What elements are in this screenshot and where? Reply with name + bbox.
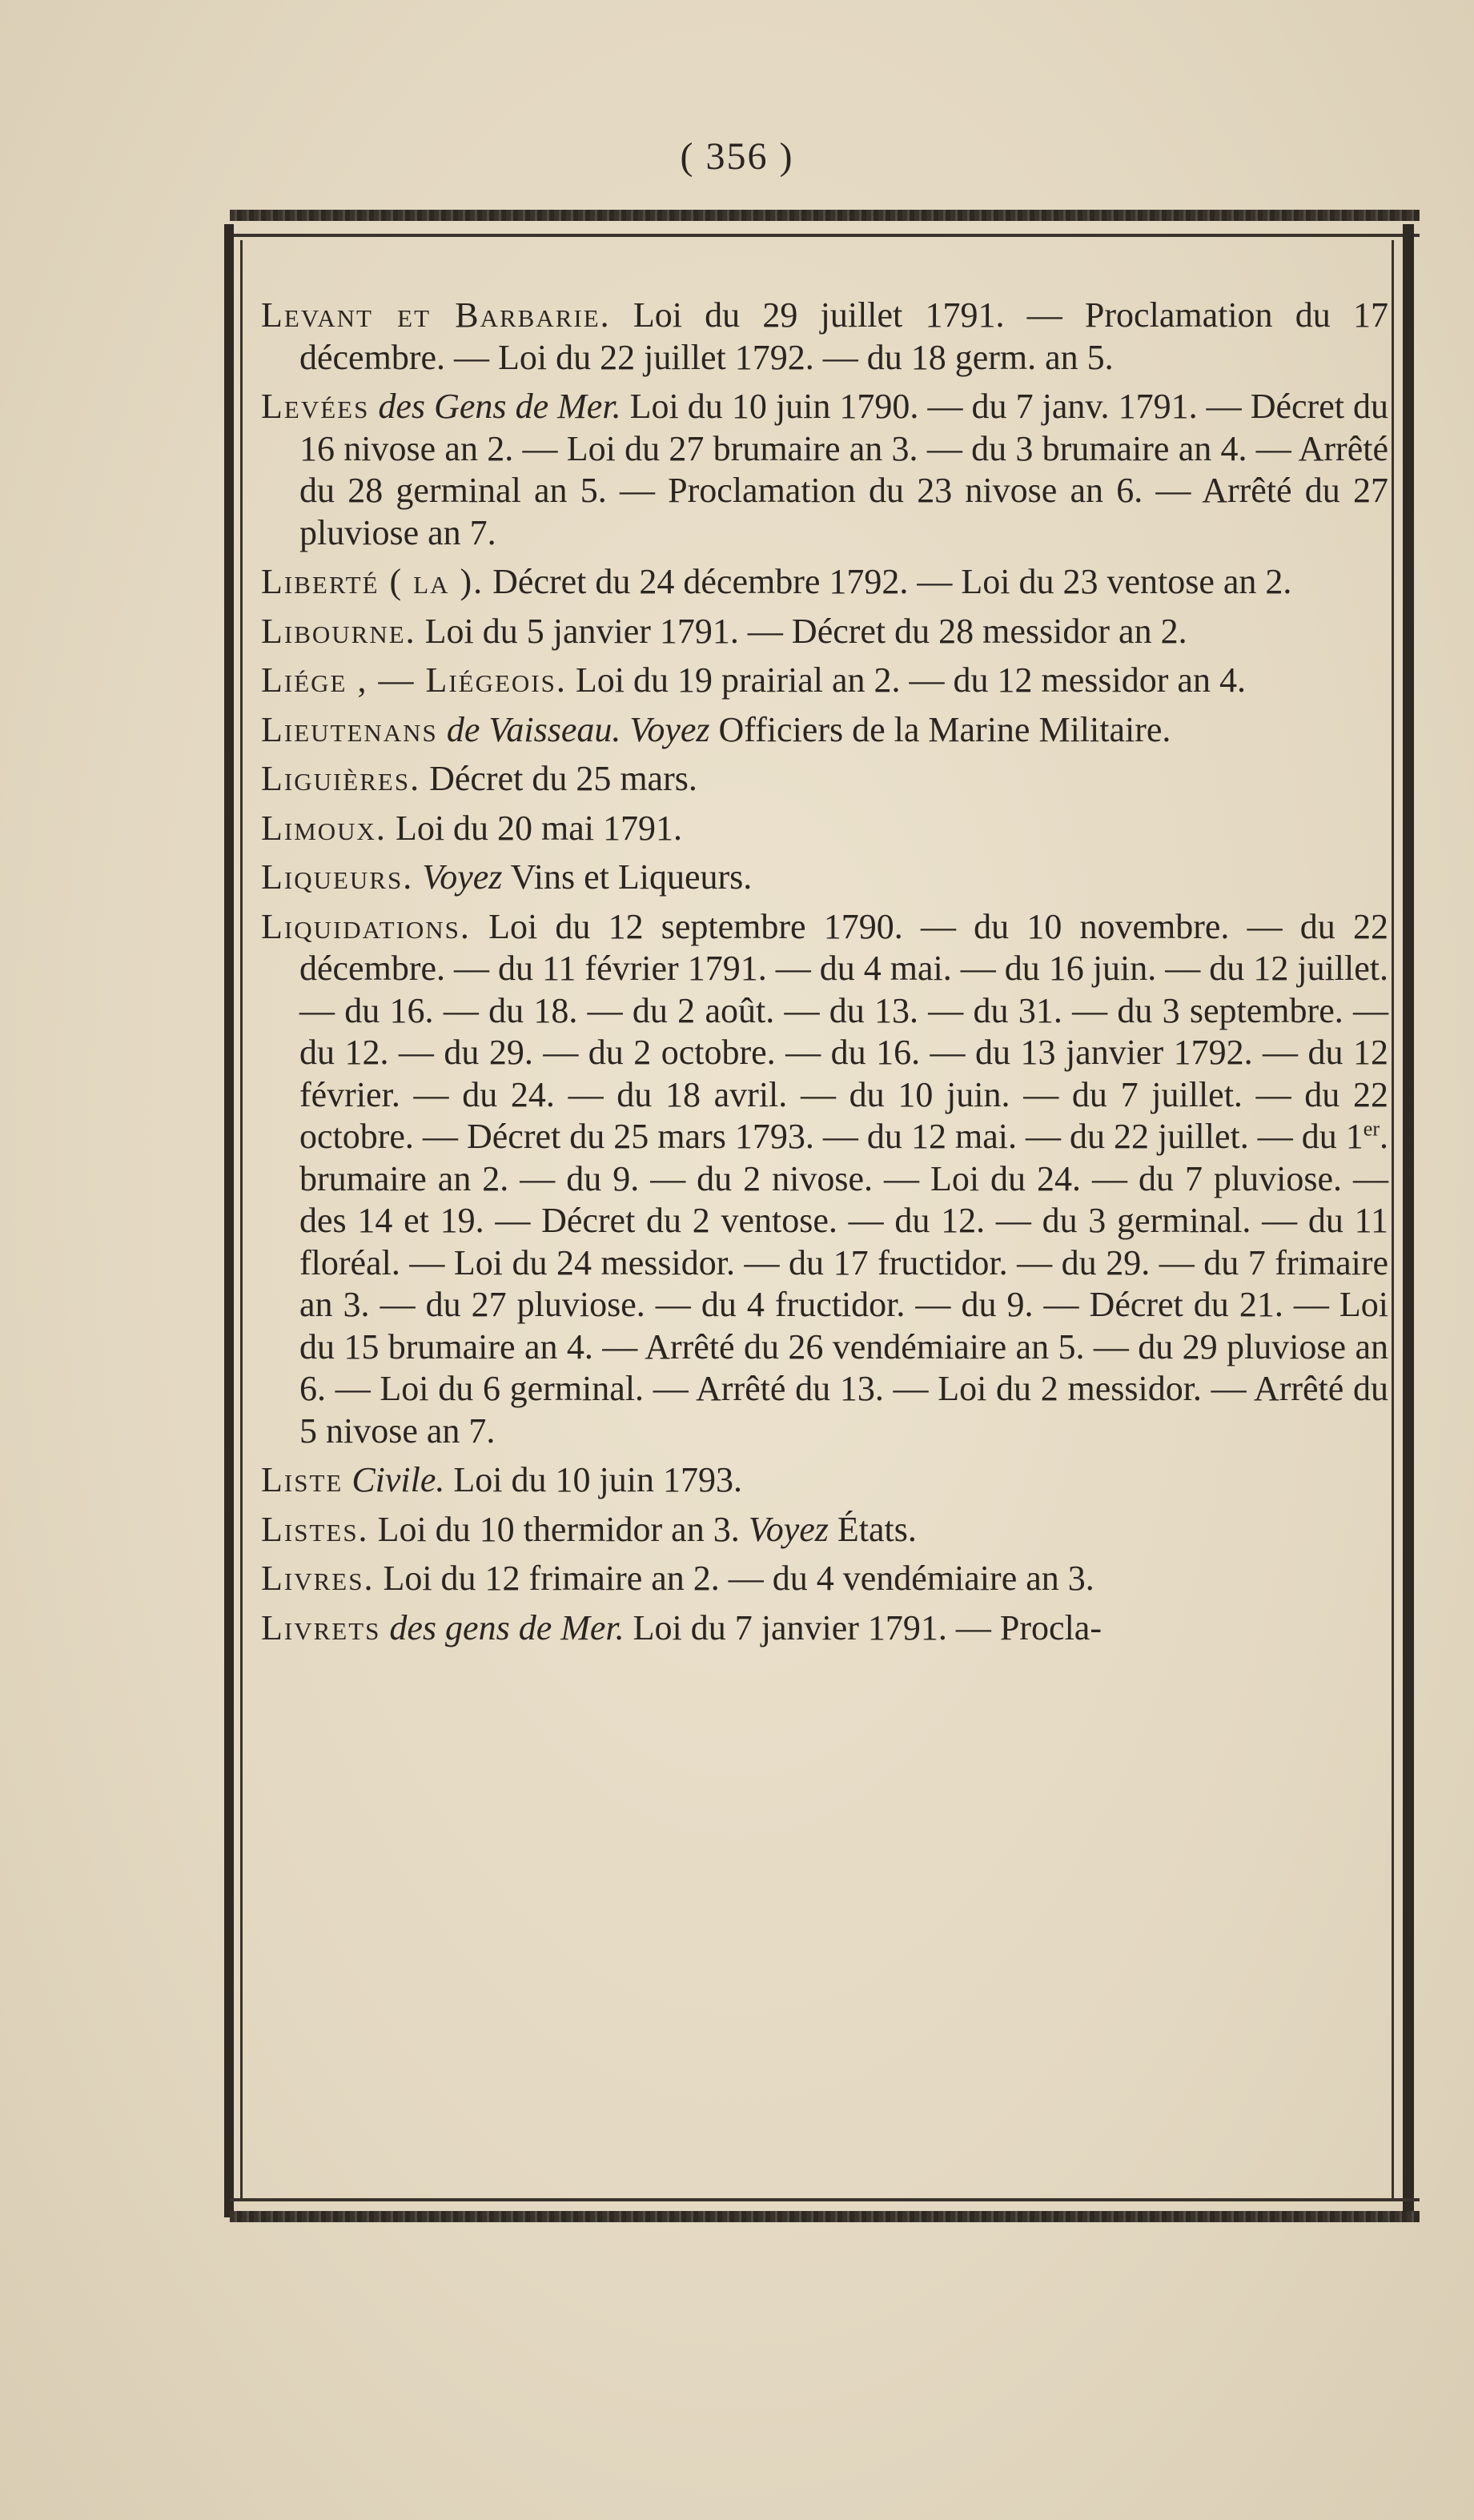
entry-heading: Lieutenans bbox=[261, 709, 438, 749]
entry-text: Officiers de la Marine Militaire. bbox=[709, 709, 1171, 749]
left-frame-inner-border bbox=[240, 240, 243, 2201]
index-entry bbox=[261, 611, 1388, 653]
entry-italic-text: des Gens de Mer. bbox=[369, 387, 621, 426]
entry-heading: Liguières. bbox=[261, 759, 421, 798]
index-entry bbox=[261, 1459, 1388, 1502]
index-entries bbox=[261, 295, 1388, 1656]
right-frame-inner-border bbox=[1392, 240, 1394, 2201]
index-entry bbox=[261, 1509, 1388, 1551]
index-entry bbox=[261, 660, 1388, 702]
entry-text: Loi du 19 prairial an 2. — du 12 messidor an 4. bbox=[566, 660, 1246, 700]
entry-text: Loi du 10 thermidor an 3. bbox=[368, 1509, 740, 1549]
entry-text: Loi du 10 juin 1793. bbox=[444, 1460, 742, 1499]
index-entry bbox=[261, 857, 1388, 899]
top-ornamental-rule bbox=[230, 210, 1420, 221]
bottom-ornamental-rule bbox=[230, 2211, 1420, 2222]
entry-text: Loi du 12 septembre 1790. — du 10 novembre. — du 22 décembre. — du 11 février 1791. — du 4 mai. — du 16 juin. — du 12 juillet. — du 16. — du 18. — du 2 août. — du 13. — du 31. — du 3 septembre. — du 12. — du 29. — du 2 octobre. — du 16. — du 13 janvier 1792. — du 12 février. — du 24. — du 18 avril. — du 10 juin. — du 7 juillet. — du 22 octobre. — Décret du 25 mars 1793. — du 12 mai. — du 22 juillet. — du 1 bbox=[299, 906, 1388, 1156]
entry-italic-text: des gens de Mer. bbox=[380, 1607, 625, 1647]
index-entry bbox=[261, 758, 1388, 801]
entry-heading: Liberté ( la ). bbox=[261, 562, 484, 601]
entry-text-continued: . brumaire an 2. — du 9. — du 2 nivose. — Loi du 24. — du 7 pluviose. — des 14 et 19. — Décret du 2 ventose. — du 12. — du 3 germinal. — du 11 floréal. — Loi du 24 messidor. — du 17 fructidor. — du 29. — du 7 frimaire an 3. — du 27 pluviose. — du 4 fructidor. — du 9. — Décret du 21. — Loi du 15 brumaire an 4. — Arrêté du 26 vendémiaire an 5. — du 29 pluviose an 6. — Loi du 6 germinal. — Arrêté du 13. — Loi du 2 messidor. — Arrêté du 5 nivose an 7. bbox=[299, 1117, 1388, 1451]
left-frame-border bbox=[224, 224, 234, 2217]
index-entry bbox=[261, 808, 1388, 850]
entry-text-continued: États. bbox=[828, 1509, 917, 1549]
entry-italic-text: Civile. bbox=[343, 1460, 445, 1499]
index-entry bbox=[261, 709, 1388, 752]
page-number: ( 356 ) bbox=[680, 135, 794, 178]
entry-heading: Levées bbox=[261, 387, 370, 426]
index-entry bbox=[261, 1607, 1388, 1650]
entry-heading: Listes. bbox=[261, 1509, 369, 1549]
top-thin-rule bbox=[230, 234, 1420, 237]
entry-heading: Livrets bbox=[261, 1607, 381, 1647]
entry-text: Vins et Liqueurs. bbox=[502, 857, 753, 897]
entry-heading: Liége , — Liégeois. bbox=[261, 660, 567, 700]
bottom-thin-rule bbox=[230, 2198, 1420, 2201]
superscript: er bbox=[1363, 1117, 1380, 1141]
entry-heading: Liquidations. bbox=[261, 906, 471, 946]
entry-text: Loi du 12 frimaire an 2. — du 4 vendémiaire an 3. bbox=[374, 1559, 1094, 1598]
index-entry bbox=[261, 906, 1388, 1453]
entry-text: Loi du 29 juillet 1791. — Proclamation du 17 décembre. — Loi du 22 juillet 1792. — du 18 germ. an 5. bbox=[299, 295, 1388, 377]
entry-text: Loi du 7 janvier 1791. — Procla- bbox=[624, 1607, 1102, 1647]
index-entry bbox=[261, 295, 1388, 379]
entry-heading: Liste bbox=[261, 1460, 343, 1499]
index-entry bbox=[261, 561, 1388, 604]
entry-heading: Limoux. bbox=[261, 808, 387, 848]
entry-text: Décret du 24 décembre 1792. — Loi du 23 ventose an 2. bbox=[484, 562, 1292, 601]
entry-text: Loi du 20 mai 1791. bbox=[386, 808, 683, 848]
entry-heading: Livres. bbox=[261, 1559, 375, 1598]
entry-italic-text: de Vaisseau. Voyez bbox=[437, 709, 710, 749]
right-frame-border bbox=[1403, 224, 1414, 2217]
entry-text: Loi du 10 juin 1790. — du 7 janv. 1791. — Décret du 16 nivose an 2. — Loi du 27 brumaire an 3. — du 3 brumaire an 4. — Arrêté du 28 germinal an 5. — Proclamation du 23 nivose an 6. — Arrêté du 27 pluviose an 7. bbox=[299, 387, 1388, 552]
entry-heading: Levant et Barbarie. bbox=[261, 295, 611, 335]
index-entry bbox=[261, 386, 1388, 554]
entry-text: Décret du 25 mars. bbox=[420, 759, 697, 798]
entry-italic-text: Voyez bbox=[739, 1509, 829, 1549]
entry-heading: Libourne. bbox=[261, 611, 416, 651]
index-entry bbox=[261, 1558, 1388, 1600]
entry-italic-text: Voyez bbox=[413, 857, 503, 897]
entry-text: Loi du 5 janvier 1791. — Décret du 28 messidor an 2. bbox=[416, 611, 1187, 651]
entry-heading: Liqueurs. bbox=[261, 857, 414, 897]
